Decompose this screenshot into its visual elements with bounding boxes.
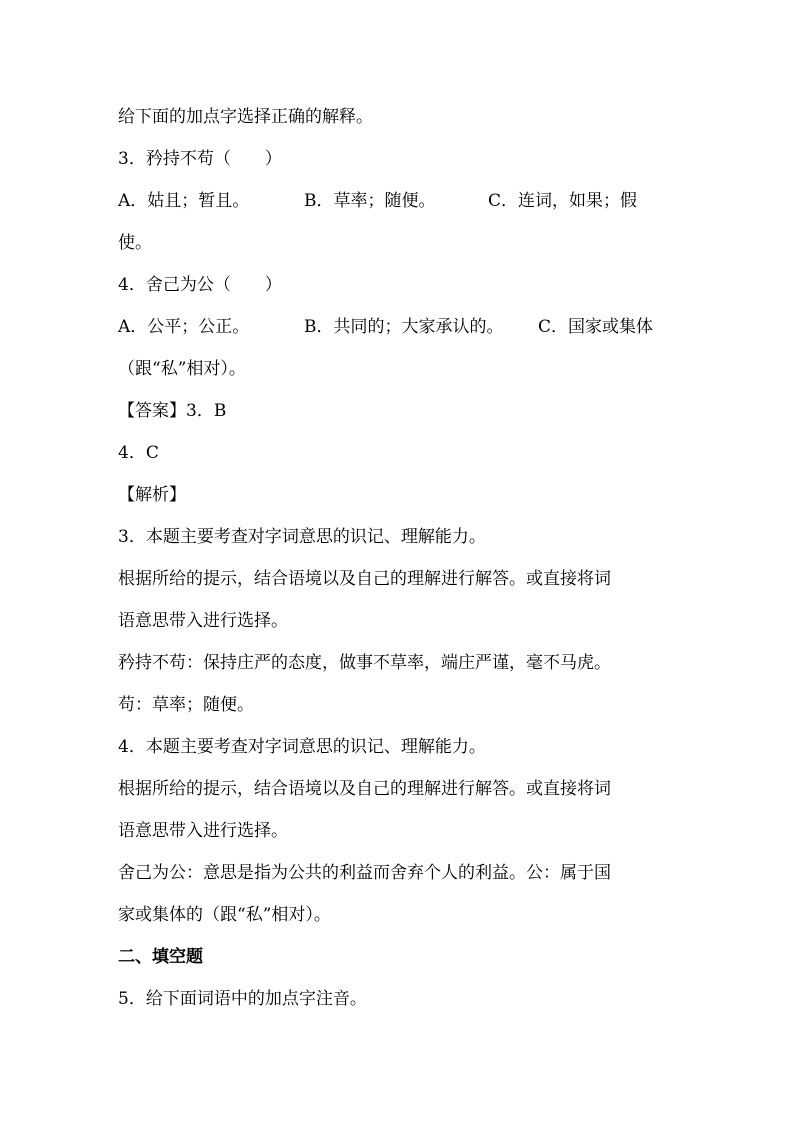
- q4-option-a: A．公平；公正。: [118, 317, 250, 337]
- analysis-line: 语意思带入进行选择。: [118, 821, 288, 841]
- question-4-stem: 4．舍己为公（ ）: [118, 275, 282, 295]
- analysis-line: 矜持不苟：保持庄严的态度，做事不草率，端庄严谨，毫不马虎。: [118, 653, 611, 673]
- analysis-line: 家或集体的（跟“私”相对）。: [118, 905, 331, 925]
- q4-option-c-wrap: （跟“私”相对）。: [118, 359, 246, 379]
- question-3-stem: 3．矜持不苟（ ）: [118, 149, 282, 169]
- q4-option-c: C．国家或集体: [538, 317, 654, 337]
- q3-option-b: B．草率；随便。: [304, 191, 436, 211]
- analysis-line: 语意思带入进行选择。: [118, 611, 288, 631]
- section-2-title: 二、填空题: [118, 947, 203, 967]
- analysis-line: 舍己为公：意思是指为公共的利益而舍弃个人的利益。公：属于国: [118, 863, 611, 883]
- q4-option-b: B．共同的；大家承认的。: [304, 317, 504, 337]
- answer-line-2: 4．C: [118, 443, 159, 463]
- answer-line-1: 【答案】3．B: [118, 401, 227, 421]
- question-5-stem: 5．给下面词语中的加点字注音。: [118, 989, 367, 1009]
- analysis-line: 根据所给的提示，结合语境以及自己的理解进行解答。或直接将词: [118, 779, 611, 799]
- instruction-text: 给下面的加点字选择正确的解释。: [118, 107, 373, 127]
- q3-option-a: A．姑且；暂且。: [118, 191, 250, 211]
- analysis-line: 4．本题主要考查对字词意思的识记、理解能力。: [118, 737, 486, 757]
- q3-option-c: C．连词，如果；假: [488, 191, 638, 211]
- analysis-line: 根据所给的提示，结合语境以及自己的理解进行解答。或直接将词: [118, 569, 611, 589]
- question-4-options: [118, 316, 678, 338]
- analysis-line: 苟：草率；随便。: [118, 695, 254, 715]
- q3-option-c-wrap: 使。: [118, 233, 152, 253]
- analysis-line: 3．本题主要考查对字词意思的识记、理解能力。: [118, 527, 486, 547]
- question-3-options: [118, 190, 678, 212]
- analysis-label: 【解析】: [118, 485, 186, 505]
